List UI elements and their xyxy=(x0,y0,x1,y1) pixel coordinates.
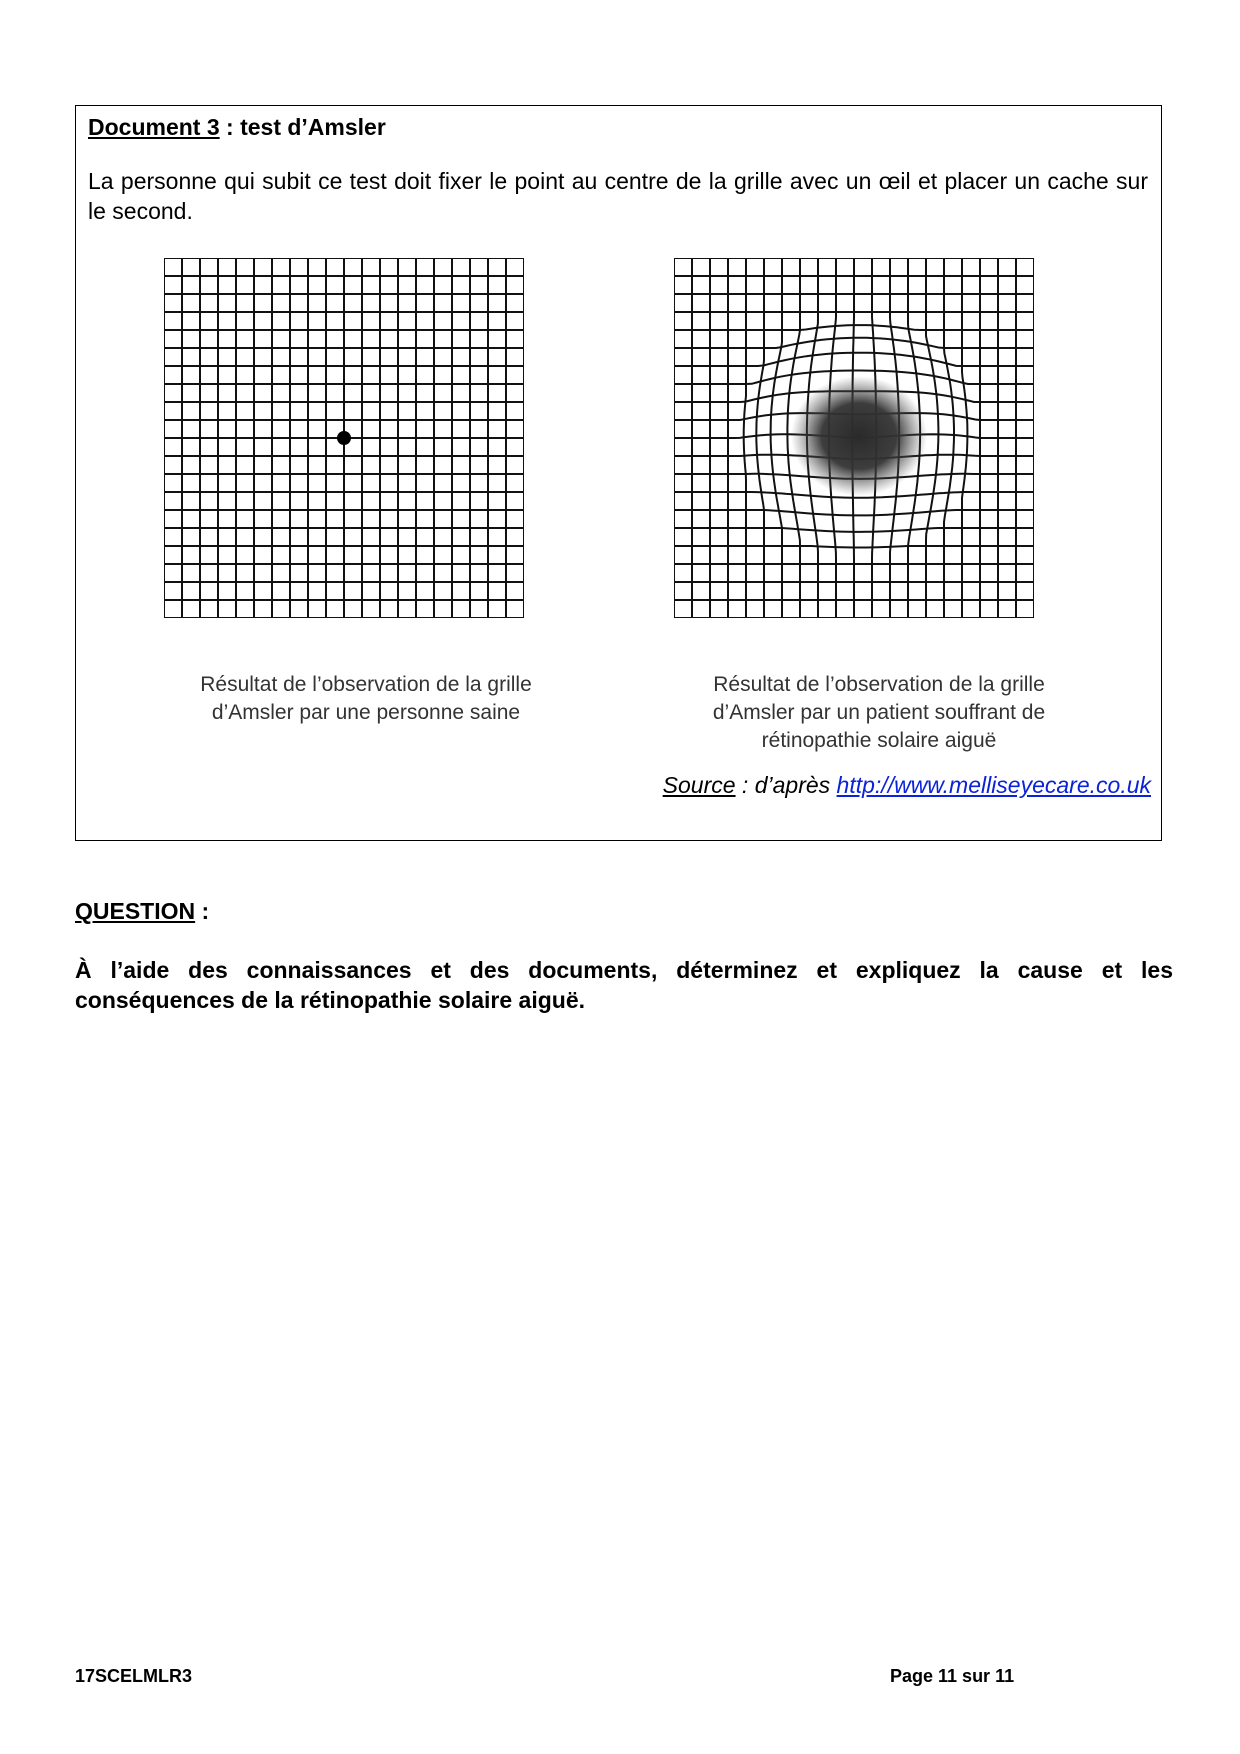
document-label: Document 3 xyxy=(88,114,220,140)
footer-code: 17SCELMLR3 xyxy=(75,1666,193,1686)
footer-page: Page 11 sur 11 xyxy=(890,1666,1015,1686)
source-label: Source xyxy=(662,772,736,798)
document-title-rest: : test d’Amsler xyxy=(219,114,386,140)
dark-spot xyxy=(791,376,927,496)
amsler-grid-distorted xyxy=(674,258,1034,618)
document-title xyxy=(88,114,386,141)
amsler-grid-normal xyxy=(164,258,524,618)
source-mid: : d’après xyxy=(735,772,837,798)
document-description: La personne qui subit ce test doit fixer le point au centre de la grille avec un œil et placer un cache sur le second. xyxy=(88,168,1148,224)
document-box xyxy=(75,105,1162,841)
question-label: QUESTION xyxy=(75,898,196,924)
question-text: À l’aide des connaissances et des documents, déterminez et expliquez la cause et les conséquences de la rétinopathie solaire aiguë. xyxy=(75,957,1173,1013)
source-line xyxy=(663,772,1151,799)
question-label-suffix: : xyxy=(195,898,210,924)
caption-normal: Résultat de l’observation de la grille d’Amsler par une personne saine xyxy=(200,673,532,724)
caption-distorted: Résultat de l’observation de la grille d’Amsler par un patient souffrant de rétinopathie solaire aiguë xyxy=(712,673,1046,752)
source-link[interactable]: http://www.melliseyecare.co.uk xyxy=(836,772,1151,798)
question-heading xyxy=(75,898,209,925)
fixation-dot xyxy=(337,431,351,445)
